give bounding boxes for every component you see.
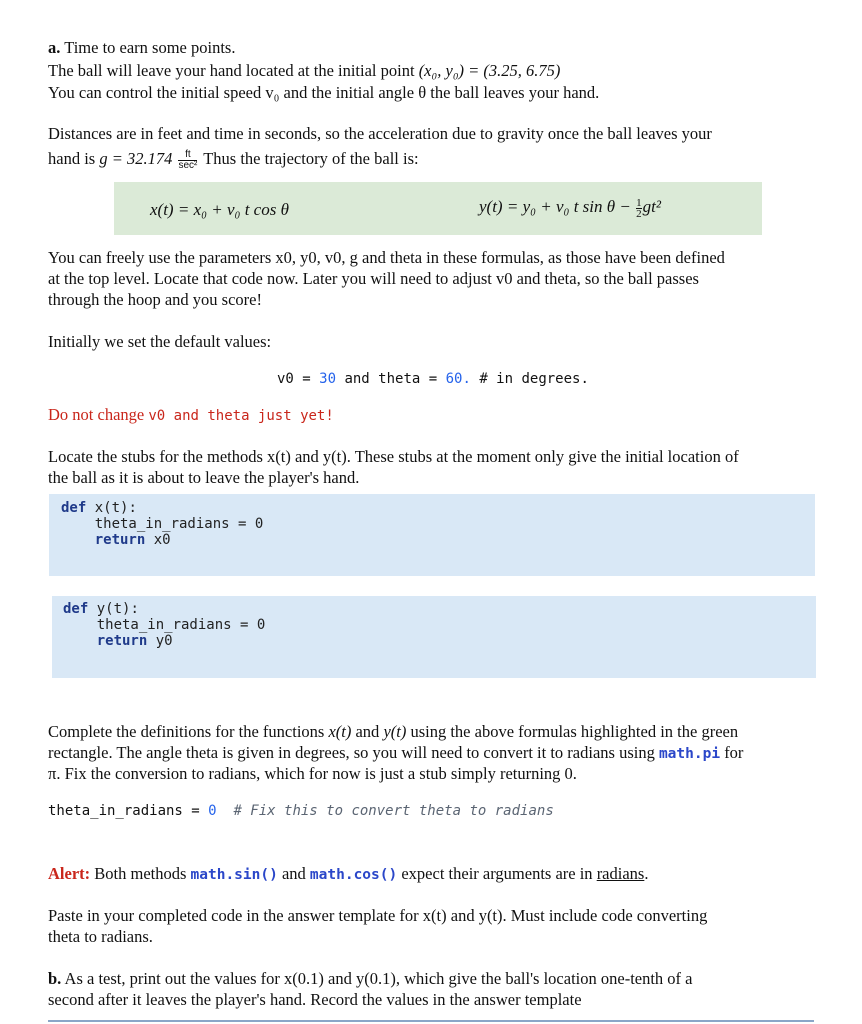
warning-code: v0 and theta just yet! <box>148 408 334 424</box>
part-b-line-2: second after it leaves the player's hand. Record the values in the answer template <box>48 990 582 1009</box>
y-return-line <box>63 633 173 650</box>
defaults-code <box>277 371 589 387</box>
v0-code: v0 = <box>277 371 320 387</box>
do-not-change-warning <box>48 405 334 426</box>
x-body-line: theta_in_radians = 0 <box>61 516 264 532</box>
x-formula: x(t) = x₀ + v₀ t cos θ <box>150 200 289 219</box>
alert-text-d: . <box>644 864 649 883</box>
y-def-line <box>63 601 139 618</box>
gravity-expr: g = 32.174 <box>99 149 173 168</box>
y-def-keyword: def <box>63 601 89 617</box>
complete-text-e: for <box>724 743 744 762</box>
y-return-value: y0 <box>147 633 173 649</box>
part-a-label: a. <box>48 38 61 57</box>
complete-text-d: rectangle. The angle theta is given in degrees, so you will need to convert it to radians using <box>48 743 655 762</box>
x-return-value: x0 <box>145 532 171 548</box>
theta-code: and theta = <box>336 371 446 387</box>
alert-line <box>48 864 648 885</box>
distances-line-2 <box>48 149 419 171</box>
complete-line-1 <box>48 722 738 742</box>
conversion-code-text: theta_in_radians = <box>48 803 209 819</box>
warning-prefix: Do not change <box>48 405 149 424</box>
complete-line-2 <box>48 743 743 764</box>
alert-text-a: Both methods <box>90 864 191 883</box>
y-return-keyword: return <box>96 633 148 649</box>
part-b-line-1 <box>48 969 693 989</box>
initial-point-line <box>48 61 560 81</box>
stubs-line-1: Locate the stubs for the methods x(t) and y(t). These stubs at the moment only give the initial location of <box>48 447 739 466</box>
unit-fraction <box>178 150 197 171</box>
math-pi-code: math.pi <box>658 746 721 762</box>
initial-point-prefix: The ball will leave your hand located at the initial point <box>48 61 415 80</box>
freely-line-3: through the hoop and you score! <box>48 290 262 309</box>
unit-top: ft <box>178 150 197 161</box>
conversion-code <box>48 803 554 819</box>
alert-text-b: and <box>277 864 310 883</box>
conversion-comment: # Fix this to convert theta to radians <box>216 803 554 819</box>
function-x: x(t) <box>328 722 352 741</box>
alert-label: Alert: <box>48 864 91 883</box>
y-formula-rhs: gt² <box>642 197 661 216</box>
part-b-label: b. <box>48 969 62 988</box>
part-b-text-1: As a test, print out the values for x(0.1) and y(0.1), which give the ball's location one-tenth of a <box>61 969 693 988</box>
degrees-comment: # in degrees. <box>470 371 589 387</box>
v0-value: 30 <box>319 371 337 387</box>
x-return-keyword: return <box>94 532 146 548</box>
part-a-heading-text: Time to earn some points. <box>64 38 236 57</box>
freely-line-1: You can freely use the parameters x0, y0, v0, g and theta in these formulas, as those have been defined <box>48 248 725 267</box>
function-y: y(t) <box>383 722 407 741</box>
x-signature: x(t): <box>86 500 137 516</box>
paste-line-1: Paste in your completed code in the answer template for x(t) and y(t). Must include code converting <box>48 906 708 925</box>
y-signature: y(t): <box>88 601 139 617</box>
y-formula-lhs: y(t) = y₀ + v₀ t sin θ − <box>479 197 631 216</box>
stubs-line-2: the ball as it is about to leave the player's hand. <box>48 468 360 487</box>
freely-line-2: at the top level. Locate that code now. Later you will need to adjust v0 and theta, so the ball passes <box>48 269 699 288</box>
bottom-divider <box>48 1020 814 1022</box>
paste-line-2: theta to radians. <box>48 927 153 946</box>
part-a-heading <box>48 38 235 58</box>
initial-point-expr: (x₀, y₀) = (3.25, 6.75) <box>418 61 561 80</box>
y-formula <box>479 197 661 219</box>
distances-prefix: hand is <box>48 149 96 168</box>
half-bottom: 2 <box>636 207 642 220</box>
x-return-line <box>61 532 171 549</box>
complete-text-b: and <box>355 722 380 741</box>
defaults-intro: Initially we set the default values: <box>48 332 272 351</box>
theta-value: 60. <box>445 371 471 387</box>
x-def-line <box>61 500 137 517</box>
distances-line-1: Distances are in feet and time in seconds, so the acceleration due to gravity once the ball leaves your <box>48 124 712 143</box>
complete-line-3: π. Fix the conversion to radians, which for now is just a stub simply returning 0. <box>48 764 577 783</box>
alert-text-c: expect their arguments are in <box>397 864 597 883</box>
half-fraction <box>636 198 642 219</box>
control-line: You can control the initial speed v₀ and the initial angle θ the ball leaves your hand. <box>48 83 600 102</box>
half-top: 1 <box>636 196 642 209</box>
math-cos-code: math.cos() <box>309 867 398 883</box>
y-body-line: theta_in_radians = 0 <box>63 617 266 633</box>
radians-underlined: radians <box>596 864 645 883</box>
unit-bottom: sec² <box>178 159 198 171</box>
x-def-keyword: def <box>61 500 87 516</box>
math-sin-code: math.sin() <box>190 867 278 883</box>
complete-text-c: using the above formulas highlighted in the green <box>410 722 739 741</box>
conversion-value: 0 <box>208 803 217 819</box>
distances-suffix: Thus the trajectory of the ball is: <box>203 149 419 168</box>
complete-text-a: Complete the definitions for the functions <box>48 722 325 741</box>
